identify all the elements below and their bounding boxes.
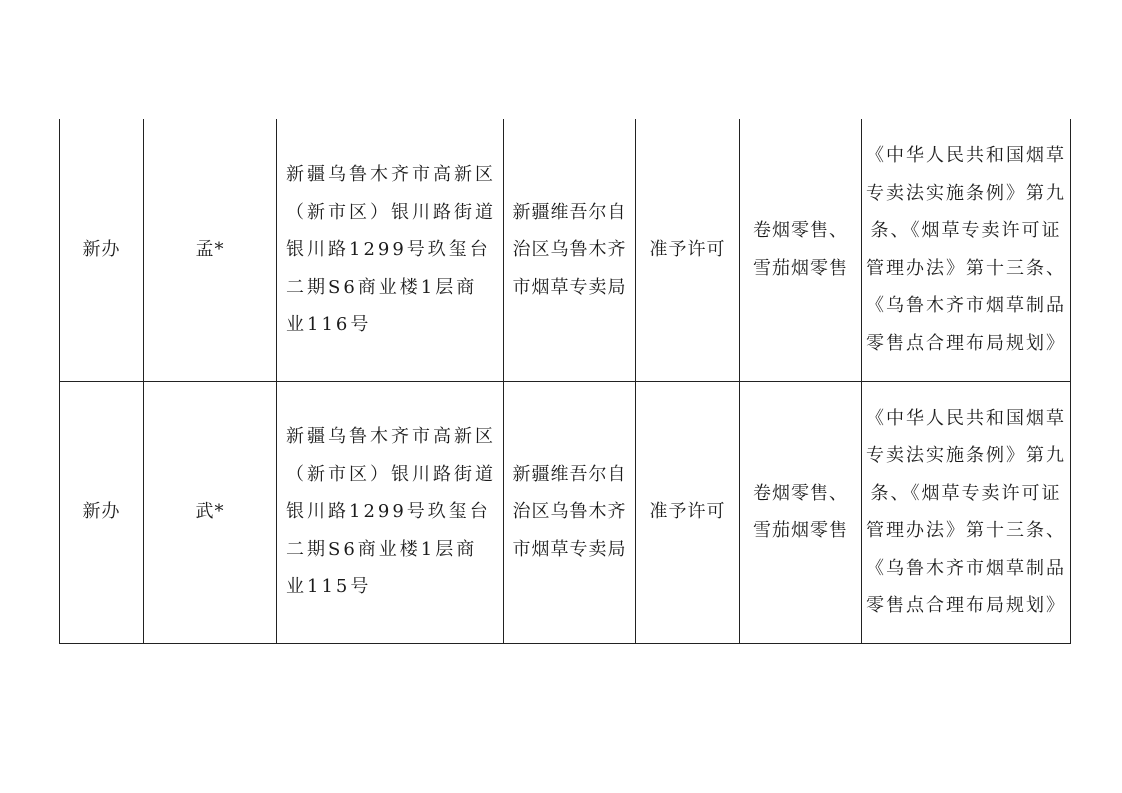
cell-decision: 准予许可 <box>636 381 740 643</box>
permit-table <box>59 119 1071 644</box>
table-row <box>60 119 1071 381</box>
cell-scope: 卷烟零售、雪茄烟零售 <box>740 119 862 381</box>
table-row <box>60 381 1071 643</box>
cell-name: 孟* <box>144 119 277 381</box>
cell-name: 武* <box>144 381 277 643</box>
cell-scope: 卷烟零售、雪茄烟零售 <box>740 381 862 643</box>
cell-type: 新办 <box>60 119 144 381</box>
cell-address: 新疆乌鲁木齐市高新区（新市区）银川路街道银川路1299号玖玺台二期S6商业楼1层商业115号 <box>277 381 504 643</box>
cell-decision: 准予许可 <box>636 119 740 381</box>
cell-basis: 《中华人民共和国烟草专卖法实施条例》第九条、《烟草专卖许可证管理办法》第十三条、《乌鲁木齐市烟草制品零售点合理布局规划》 <box>862 381 1071 643</box>
cell-basis: 《中华人民共和国烟草专卖法实施条例》第九条、《烟草专卖许可证管理办法》第十三条、《乌鲁木齐市烟草制品零售点合理布局规划》 <box>862 119 1071 381</box>
cell-authority: 新疆维吾尔自治区乌鲁木齐市烟草专卖局 <box>504 381 636 643</box>
cell-address: 新疆乌鲁木齐市高新区（新市区）银川路街道银川路1299号玖玺台二期S6商业楼1层商业116号 <box>277 119 504 381</box>
cell-authority: 新疆维吾尔自治区乌鲁木齐市烟草专卖局 <box>504 119 636 381</box>
cell-type: 新办 <box>60 381 144 643</box>
